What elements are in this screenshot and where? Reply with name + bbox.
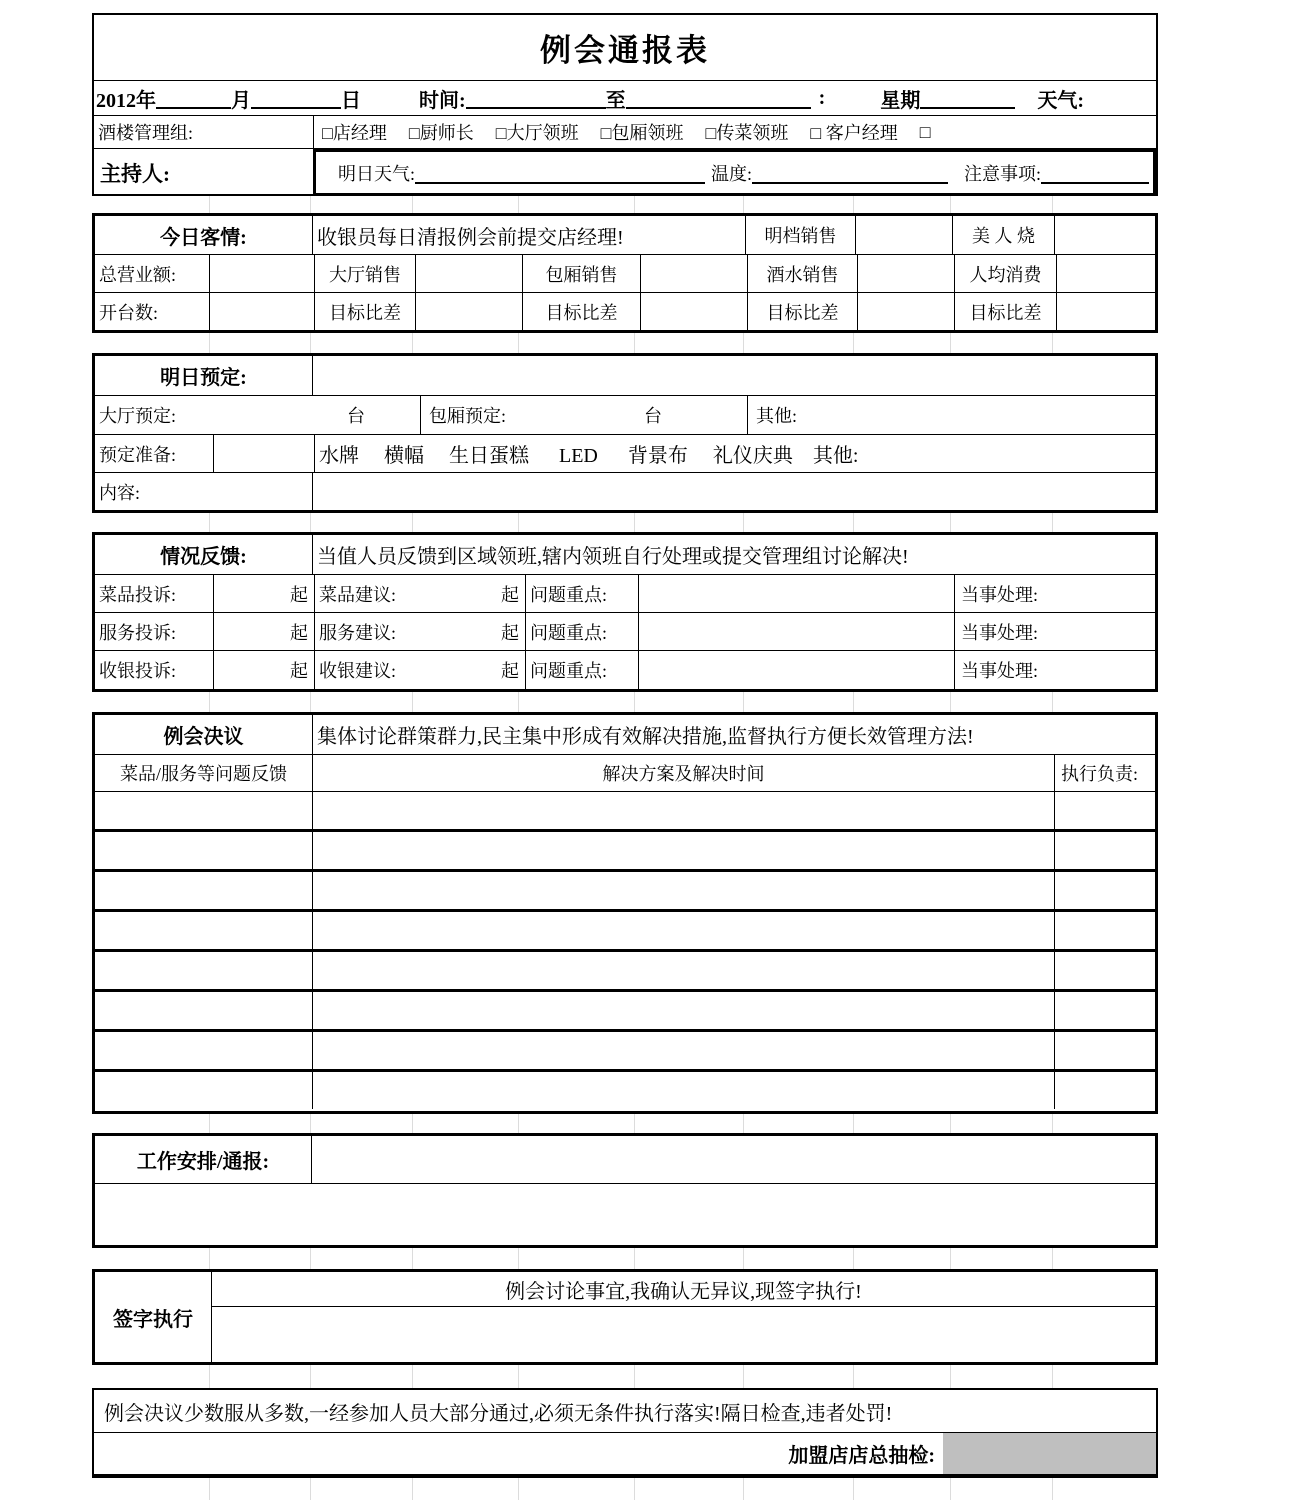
preparation-items[interactable]: 水牌 横幅 生日蛋糕 LED 背景布 礼仪庆典 其他: [314, 435, 1155, 472]
section-work-arrangement [92, 1133, 1158, 1248]
faint-gridline-cell [1053, 513, 1158, 532]
suggest-label: 菜品建议: [319, 584, 397, 605]
faint-gridline-cell [1053, 1114, 1158, 1133]
grid-spacer [92, 1248, 1158, 1269]
checkbox-head-chef[interactable]: □厨师长 [408, 123, 474, 143]
faint-gridline-cell [311, 1248, 413, 1269]
feedback-notice: 当值人员反馈到区域领班,辖内领班自行处理或提交管理组讨论解决! [312, 535, 1155, 574]
time-label: 时间: [419, 89, 466, 112]
faint-gridline-cell [854, 333, 951, 353]
feedback-empty-cell[interactable] [95, 1072, 312, 1109]
faint-gridline-cell [951, 1248, 1053, 1269]
meeting-report-form [92, 13, 1158, 1500]
faint-gridline-cell [92, 333, 210, 353]
faint-gridline-cell [92, 1114, 210, 1133]
grid-spacer [92, 1114, 1158, 1133]
faint-gridline-cell [210, 1365, 311, 1388]
handle-cell[interactable] [954, 651, 1155, 689]
focus-value[interactable] [638, 613, 954, 650]
signature-area[interactable] [212, 1306, 1155, 1362]
faint-gridline-cell [635, 1365, 744, 1388]
faint-gridline-cell [413, 1478, 519, 1500]
faint-gridline-cell [635, 513, 744, 532]
resolution-empty-row [95, 869, 1155, 909]
faint-gridline-cell [854, 692, 951, 712]
owner-empty-cell[interactable] [1054, 992, 1155, 1029]
checkbox-hall-leader[interactable]: □大厅领班 [495, 123, 579, 143]
faint-gridline-cell [413, 513, 519, 532]
faint-gridline-cell [1053, 692, 1158, 712]
solution-empty-cell[interactable] [312, 872, 1054, 909]
page-title: 例会通报表 [540, 33, 710, 68]
faint-gridline-cell [951, 1114, 1053, 1133]
owner-empty-cell[interactable] [1054, 832, 1155, 869]
faint-gridline-cell [744, 1478, 854, 1500]
resolution-empty-row [95, 949, 1155, 989]
focus-label: 问题重点: [525, 651, 638, 689]
handle-cell[interactable] [954, 613, 1155, 650]
faint-gridline-cell [413, 1365, 519, 1388]
other-booking-cell[interactable] [747, 396, 1155, 434]
work-section-label: 工作安排/通报: [136, 1151, 270, 1173]
faint-gridline-cell [951, 1478, 1053, 1500]
section-footer [92, 1388, 1158, 1478]
resolution-empty-row [95, 1029, 1155, 1069]
content-label: 内容: [99, 482, 141, 503]
solution-empty-cell[interactable] [312, 952, 1054, 989]
faint-gridline-cell [635, 692, 744, 712]
section-header [92, 13, 1158, 196]
faint-gridline-cell [951, 333, 1053, 353]
faint-gridline-cell [854, 1248, 951, 1269]
signature-section-label: 签字执行 [95, 1272, 212, 1362]
checkbox-room-leader[interactable]: □包厢领班 [600, 123, 684, 143]
feedback-empty-cell[interactable] [95, 792, 312, 829]
focus-value[interactable] [638, 575, 954, 612]
gap-value-3[interactable] [857, 293, 954, 330]
today-notice: 收银员每日清报例会前提交店经理! [312, 216, 745, 254]
faint-gridline-cell [210, 196, 311, 213]
resolution-section-label: 例会决议 [163, 726, 244, 748]
faint-gridline-cell [1053, 1478, 1158, 1500]
suggest-cell[interactable] [314, 613, 525, 650]
faint-gridline-cell [519, 513, 635, 532]
complaint-label: 收银投诉: [99, 661, 177, 681]
weather-label: 天气: [1037, 89, 1085, 112]
faint-gridline-cell [413, 196, 519, 213]
faint-gridline-cell [951, 692, 1053, 712]
faint-gridline-cell [210, 1114, 311, 1133]
hall-booking-unit: 台 [347, 406, 365, 426]
col-feedback-header: 菜品/服务等问题反馈 [119, 764, 287, 784]
year-label: 2012年 [96, 89, 156, 112]
per-capita-label: 人均消费 [954, 255, 1056, 292]
tomorrow-section-label: 明日预定: [160, 367, 247, 389]
faint-gridline-cell [210, 1248, 311, 1269]
temperature-blank[interactable] [752, 162, 948, 184]
complaint-count-cell[interactable] [213, 575, 314, 612]
faint-gridline-cell [744, 1248, 854, 1269]
tomorrow-weather-blank[interactable] [415, 162, 705, 184]
gap-label-1: 目标比差 [314, 293, 415, 330]
complaint-count-cell[interactable] [213, 651, 314, 689]
management-options [313, 116, 1156, 148]
tomorrow-header-value[interactable] [312, 356, 1155, 395]
booking-row [95, 395, 1155, 434]
faint-gridline-cell [413, 1114, 519, 1133]
focus-label: 问题重点: [525, 613, 638, 650]
resolution-empty-rows [95, 791, 1155, 1109]
day-blank[interactable] [251, 87, 341, 109]
hall-sales-value[interactable] [415, 255, 522, 292]
revenue-row [95, 254, 1155, 292]
suggest-cell[interactable] [314, 575, 525, 612]
faint-gridline-cell [519, 1248, 635, 1269]
month-blank[interactable] [156, 87, 231, 109]
footer-check-row [94, 1432, 1156, 1474]
section-feedback [92, 532, 1158, 692]
feedback-empty-cell[interactable] [95, 992, 312, 1029]
section-tomorrow-bookings [92, 353, 1158, 513]
grid-spacer [92, 513, 1158, 532]
feedback-header-row [95, 535, 1155, 574]
faint-gridline-cell [519, 692, 635, 712]
faint-gridline-cell [311, 1365, 413, 1388]
faint-gridline-cell [92, 196, 210, 213]
faint-gridline-cell [92, 1365, 210, 1388]
section-signature [92, 1269, 1158, 1365]
solution-empty-cell[interactable] [312, 1072, 1054, 1109]
management-row [94, 115, 1156, 148]
faint-gridline-cell [951, 1365, 1053, 1388]
week-blank[interactable] [920, 87, 1015, 109]
faint-gridline-cell [413, 1248, 519, 1269]
gap-label-4: 目标比差 [954, 293, 1056, 330]
section-resolution [92, 712, 1158, 1114]
faint-gridline-cell [519, 1365, 635, 1388]
handle-label: 当事处理: [961, 661, 1039, 681]
today-section-label: 今日客情: [160, 226, 247, 249]
feedback-empty-cell[interactable] [95, 912, 312, 949]
tomorrow-weather-label: 明日天气: [338, 163, 416, 184]
faint-gridline-cell [635, 333, 744, 353]
grid-spacer [92, 692, 1158, 712]
complaint-unit: 起 [290, 661, 308, 681]
faint-gridline-cell [744, 333, 854, 353]
faint-gridline-cell [210, 513, 311, 532]
work-header-row [95, 1136, 1155, 1183]
tables-label: 开台数: [99, 302, 159, 323]
footer-statement: 例会决议少数服从多数,一经参加人员大部分通过,必须无条件执行落实!隔日检查,违者处罚! [104, 1402, 893, 1425]
faint-gridline-cell [210, 333, 311, 353]
feedback-empty-cell[interactable] [95, 832, 312, 869]
owner-empty-cell[interactable] [1054, 792, 1155, 829]
resolution-empty-row [95, 1069, 1155, 1109]
resolution-notice: 集体讨论群策群力,民主集中形成有效解决措施,监督执行方便长效管理方法! [312, 715, 1155, 754]
temperature-label: 温度: [711, 163, 753, 184]
meirenshao-value[interactable] [1054, 216, 1155, 254]
faint-gridline-cell [1053, 333, 1158, 353]
host-label: 主持人: [100, 161, 170, 186]
faint-gridline-cell [311, 333, 413, 353]
faint-gridline-cell [744, 692, 854, 712]
per-capita-value[interactable] [1056, 255, 1155, 292]
faint-gridline-cell [519, 1114, 635, 1133]
faint-gridline-cell [1053, 196, 1158, 213]
complaint-label: 菜品投诉: [99, 584, 177, 605]
owner-empty-cell[interactable] [1054, 912, 1155, 949]
focus-value[interactable] [638, 651, 954, 689]
host-row [94, 148, 1156, 196]
room-booking-label: 包厢预定: [429, 406, 507, 426]
faint-gridline-cell [311, 692, 413, 712]
management-label: 酒楼管理组: [98, 123, 194, 143]
tomorrow-header-row [95, 356, 1155, 395]
suggest-unit: 起 [501, 584, 519, 605]
franchise-check-fill-cell[interactable] [943, 1433, 1156, 1474]
faint-gridline-cell [1053, 1248, 1158, 1269]
room-booking-unit: 台 [644, 406, 662, 426]
solution-empty-cell[interactable] [312, 912, 1054, 949]
faint-gridline-cell [635, 1114, 744, 1133]
faint-gridline-cell [635, 1248, 744, 1269]
handle-cell[interactable] [954, 575, 1155, 612]
grid-spacer [92, 1365, 1158, 1388]
tomorrow-weather-box [313, 149, 1156, 196]
faint-gridline-cell [311, 513, 413, 532]
handle-label: 当事处理: [961, 622, 1039, 643]
handle-label: 当事处理: [961, 584, 1039, 605]
faint-gridline-cell [519, 1478, 635, 1500]
room-sales-value[interactable] [640, 255, 747, 292]
revenue-label: 总营业额: [99, 264, 177, 285]
suggest-label: 服务建议: [319, 622, 397, 643]
owner-empty-cell[interactable] [1054, 1072, 1155, 1109]
faint-gridline-cell [854, 1365, 951, 1388]
focus-label: 问题重点: [525, 575, 638, 612]
tables-value[interactable] [209, 293, 314, 330]
today-header-row [95, 216, 1155, 254]
hall-sales-label: 大厅销售 [314, 255, 415, 292]
faint-gridline-cell [92, 1248, 210, 1269]
drink-sales-label: 酒水销售 [747, 255, 857, 292]
faint-gridline-cell [519, 196, 635, 213]
col-owner-header: 执行负责: [1054, 755, 1155, 791]
date-row [94, 80, 1156, 115]
faint-gridline-cell [311, 1478, 413, 1500]
time-end-blank[interactable] [626, 87, 811, 109]
faint-gridline-cell [92, 692, 210, 712]
grid-spacer [92, 333, 1158, 353]
hall-booking-label: 大厅预定: [99, 406, 177, 426]
notes-label: 注意事项: [964, 163, 1042, 184]
resolution-header-row [95, 715, 1155, 754]
resolution-empty-row [95, 829, 1155, 869]
feedback-section-label: 情况反馈: [160, 546, 247, 568]
solution-empty-cell[interactable] [312, 1032, 1054, 1069]
work-content-cell[interactable] [95, 1183, 1155, 1245]
suggest-unit: 起 [501, 622, 519, 643]
suggest-unit: 起 [501, 661, 519, 681]
faint-gridline-cell [210, 1478, 311, 1500]
faint-gridline-cell [413, 692, 519, 712]
gap-label-3: 目标比差 [747, 293, 857, 330]
grid-spacer [92, 1478, 1158, 1500]
solution-empty-cell[interactable] [312, 792, 1054, 829]
feedback-empty-cell[interactable] [95, 952, 312, 989]
faint-gridline-cell [519, 333, 635, 353]
suggest-cell[interactable] [314, 651, 525, 689]
feedback-row-service [95, 612, 1155, 650]
faint-gridline-cell [413, 333, 519, 353]
faint-gridline-cell [744, 1114, 854, 1133]
preparation-row [95, 434, 1155, 472]
resolution-empty-row [95, 791, 1155, 829]
checkbox-customer-manager[interactable]: □ 客户经理 [810, 123, 898, 143]
complaint-unit: 起 [290, 622, 308, 643]
time-start-blank[interactable] [466, 87, 606, 109]
meirenshao-label: 美 人 烧 [952, 216, 1054, 254]
gap-value-2[interactable] [640, 293, 747, 330]
to-label: 至 [605, 89, 626, 112]
faint-gridline-cell [92, 1478, 210, 1500]
signature-right [212, 1272, 1155, 1362]
drink-sales-value[interactable] [857, 255, 954, 292]
faint-gridline-cell [951, 196, 1053, 213]
faint-gridline-cell [744, 513, 854, 532]
room-booking-cell[interactable] [420, 396, 747, 434]
revenue-value[interactable] [209, 255, 314, 292]
col-solution-header: 解决方案及解决时间 [312, 755, 1054, 791]
gap-label-2: 目标比差 [522, 293, 640, 330]
notes-blank[interactable] [1041, 162, 1149, 184]
complaint-count-cell[interactable] [213, 613, 314, 650]
faint-gridline-cell [635, 1478, 744, 1500]
open-kitchen-label: 明档销售 [745, 216, 855, 254]
franchise-check-label: 加盟店店总抽检: [788, 1445, 935, 1467]
open-kitchen-value[interactable] [855, 216, 952, 254]
feedback-row-cashier [95, 650, 1155, 689]
faint-gridline-cell [311, 1114, 413, 1133]
faint-gridline-cell [744, 1365, 854, 1388]
faint-gridline-cell [744, 196, 854, 213]
checkbox-store-manager[interactable]: □店经理 [322, 123, 387, 143]
content-row [95, 472, 1155, 510]
grid-spacer [92, 196, 1158, 213]
faint-gridline-cell [854, 513, 951, 532]
checkbox-extra[interactable]: □ [919, 121, 931, 142]
faint-gridline-cell [951, 513, 1053, 532]
faint-gridline-cell [635, 196, 744, 213]
checkbox-food-runner-leader[interactable]: □传菜领班 [705, 123, 789, 143]
faint-gridline-cell [92, 513, 210, 532]
signature-notice: 例会讨论事宜,我确认无异议,现签字执行! [505, 1280, 862, 1303]
complaint-label: 服务投诉: [99, 622, 177, 643]
feedback-empty-cell[interactable] [95, 872, 312, 909]
faint-gridline-cell [854, 196, 951, 213]
faint-gridline-cell [311, 196, 413, 213]
colon-label: : [818, 86, 826, 109]
month-label: 月 [231, 89, 251, 112]
week-label: 星期 [880, 89, 921, 112]
work-value-cell[interactable] [311, 1136, 1155, 1183]
day-label: 日 [341, 89, 361, 112]
content-value[interactable] [312, 473, 1155, 510]
faint-gridline-cell [210, 692, 311, 712]
complaint-unit: 起 [290, 584, 308, 605]
tables-row [95, 292, 1155, 330]
suggest-label: 收银建议: [319, 661, 397, 681]
resolution-column-header-row [95, 754, 1155, 791]
resolution-empty-row [95, 909, 1155, 949]
room-sales-label: 包厢销售 [522, 255, 640, 292]
owner-empty-cell[interactable] [1054, 952, 1155, 989]
preparation-check-cell[interactable] [213, 435, 314, 472]
section-today-stats [92, 213, 1158, 333]
preparation-label: 预定准备: [99, 444, 177, 465]
owner-empty-cell[interactable] [1054, 872, 1155, 909]
gap-value-4[interactable] [1056, 293, 1155, 330]
resolution-empty-row [95, 989, 1155, 1029]
faint-gridline-cell [1053, 1365, 1158, 1388]
faint-gridline-cell [854, 1478, 951, 1500]
solution-empty-cell[interactable] [312, 992, 1054, 1029]
owner-empty-cell[interactable] [1054, 1032, 1155, 1069]
hall-booking-cell[interactable] [95, 396, 420, 434]
gap-value-1[interactable] [415, 293, 522, 330]
feedback-row-dishes [95, 574, 1155, 612]
feedback-empty-cell[interactable] [95, 1032, 312, 1069]
faint-gridline-cell [854, 1114, 951, 1133]
other-booking-label: 其他: [756, 406, 798, 426]
solution-empty-cell[interactable] [312, 832, 1054, 869]
